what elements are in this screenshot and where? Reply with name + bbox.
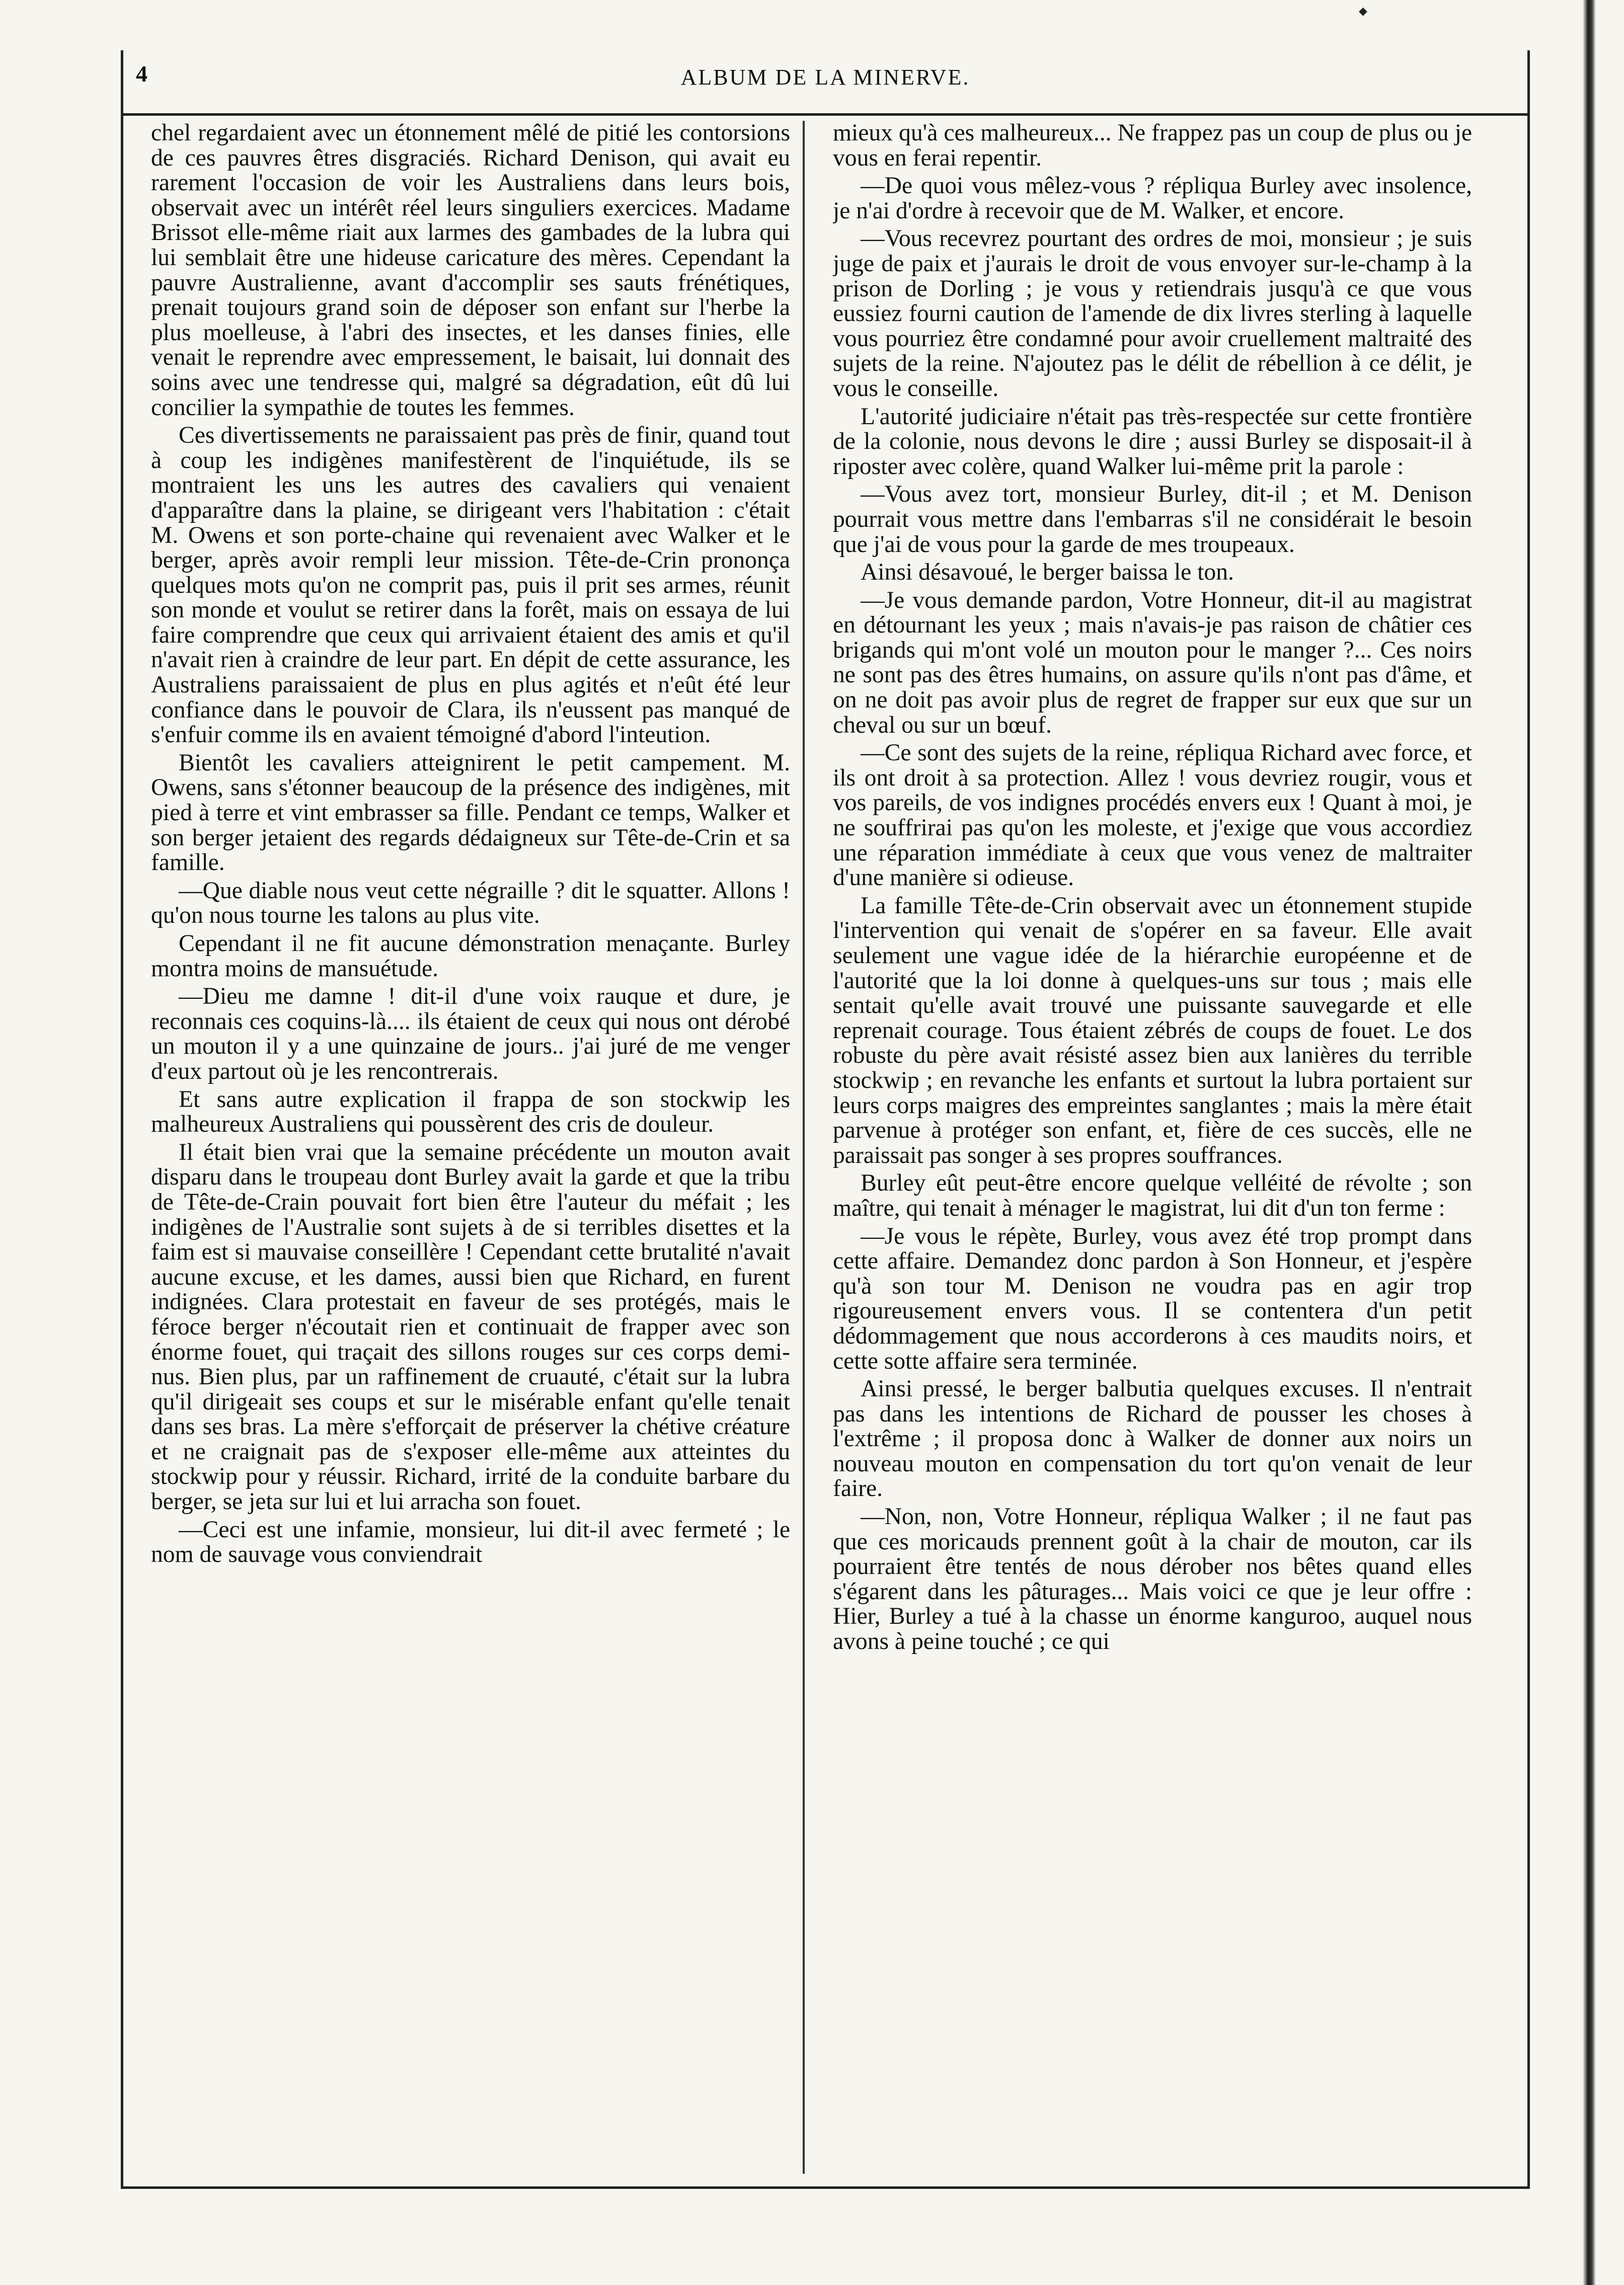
paragraph: —Ceci est une infamie, monsieur, lui dit-il avec fermeté ; le nom de sauvage vous conviendrait bbox=[151, 1516, 790, 1568]
paragraph: La famille Tête-de-Crin observait avec un étonnement stupide l'intervention qui venait de s'opérer en sa faveur. Elle avait seulement une vague idée de la hiérarchie européenne et de l'autorité que la loi donne à quelques-uns sur tous ; mais elle sentait qu'elle avait trouvé une puissante sauvegarde et elle reprenait courage. Tous étaient zébrés de coups de fouet. Le dos robuste du père avait résisté assez bien aux lanières du terrible stockwip ; en revanche les enfants et surtout la lubra portaient sur leurs corps maigres des empreintes sanglantes ; mais la mère était parvenue à protéger son enfant, et, fière de ces succès, elle ne paraissait pas songer à ses propres souffrances. bbox=[833, 892, 1472, 1168]
paragraph: Ces divertissements ne paraissaient pas près de finir, quand tout à coup les indigènes manifestèrent de l'inquiétude, ils se montraient les uns les autres des cavaliers qui venaient d'apparaître dans la plaine, se dirigeant vers l'habitation : c'était M. Owens et son porte-chaine qui revenaient avec Walker et le berger, après avoir rempli leur mission. Tête-de-Crin prononça quelques mots qu'on ne comprit pas, puis il prit ses armes, réunit son monde et voulut se retirer dans la forêt, mais on essaya de lui faire comprendre que ceux qui arrivaient étaient des amis et qu'il n'avait rien à craindre de leur part. En dépit de cette assurance, les Australiens paraissaient de plus en plus agités et n'eût été leur confiance dans le pouvoir de Clara, ils n'eussent pas manqué de s'enfuir comme ils en avaient témoigné d'abord l'inteution. bbox=[151, 422, 790, 748]
paragraph: —Je vous le répète, Burley, vous avez été trop prompt dans cette affaire. Demandez donc pardon à Son Honneur, et j'espère qu'à son tour M. Denison ne voudra pas en agir trop rigoureusement envers vous. Il se contentera d'un petit dédommagement que nous accorderons à ces maudits noirs, et cette sotte affaire sera terminée. bbox=[833, 1223, 1472, 1374]
left-column bbox=[151, 121, 790, 2154]
page-binding-shadow bbox=[1583, 0, 1596, 2285]
paragraph: —Je vous demande pardon, Votre Honneur, dit-il au magistrat en détournant les yeux ; mais n'avais-je pas raison de châtier ces brigands qui m'ont volé un mouton pour le manger ?... Ces noirs ne sont pas des êtres humains, on assure qu'ils n'ont pas d'âme, et on ne doit pas avoir plus de regret de frapper sur eux que sur un cheval ou sur un bœuf. bbox=[833, 587, 1472, 738]
paragraph: mieux qu'à ces malheureux... Ne frappez pas un coup de plus ou je vous en ferai repentir. bbox=[833, 121, 1472, 171]
running-title: ALBUM DE LA MINERVE. bbox=[680, 65, 970, 90]
right-column bbox=[833, 121, 1472, 2154]
paragraph: Il était bien vrai que la semaine précédente un mouton avait disparu dans le troupeau dont Burley avait la garde et que la tribu de Tête-de-Crain pouvait fort bien être l'auteur du méfait ; les indigènes de l'Australie sont sujets à de si terribles disettes et la faim est si mauvaise conseillère ! Cependant cette brutalité n'avait aucune excuse, et les dames, aussi bien que Richard, en furent indignées. Clara protestait en faveur de ses protégés, mais le féroce berger n'écoutait rien et continuait de frapper avec son énorme fouet, qui traçait des sillons rouges sur ces corps demi-nus. Bien plus, par un raffinement de cruauté, c'était sur la lubra qu'il dirigeait ses coups et sur le misérable enfant qu'elle tenait dans ses bras. La mère s'efforçait de préserver la chétive créature et ne craignait pas de s'exposer elle-même aux atteintes du stockwip pour y réussir. Richard, irrité de la conduite barbare du berger, se jeta sur lui et lui arracha son fouet. bbox=[151, 1139, 790, 1515]
column-divider bbox=[803, 121, 805, 2174]
paragraph: —De quoi vous mêlez-vous ? répliqua Burley avec insolence, je n'ai d'ordre à recevoir que de M. Walker, et encore. bbox=[833, 173, 1472, 224]
paragraph: Ainsi pressé, le berger balbutia quelques excuses. Il n'entrait pas dans les intentions de Richard de pousser les choses à l'extrême ; il proposa donc à Walker de donner aux noirs un nouveau mouton en compensation du tort qu'on venait de leur faire. bbox=[833, 1376, 1472, 1502]
paragraph: Bientôt les cavaliers atteignirent le petit campement. M. Owens, sans s'étonner beaucoup de la présence des indigènes, mit pied à terre et vint embrasser sa fille. Pendant ce temps, Walker et son berger jetaient des regards dédaigneux sur Tête-de-Crin et sa famille. bbox=[151, 749, 790, 876]
paragraph: chel regardaient avec un étonnement mêlé de pitié les contorsions de ces pauvres êtres disgraciés. Richard Denison, qui avait eu rarement l'occasion de voir les Australiens dans leurs bois, observait avec un intérêt réel leurs singuliers exercices. Madame Brissot elle-même riait aux larmes des gambades de la lubra qui lui semblait être une hideuse caricature des mères. Cependant la pauvre Australienne, avant d'accomplir ses sauts frénétiques, prenait toujours grand soin de déposer son enfant sur l'herbe la plus moelleuse, à l'abri des insectes, et les danses finies, elle venait le reprendre avec empressement, le baisait, lui donnait des soins avec une tendresse qui, malgré sa dégradation, eût dû lui concilier la sympathie de toutes les femmes. bbox=[151, 121, 790, 421]
paragraph: Cependant il ne fit aucune démonstration menaçante. Burley montra moins de mansuétude. bbox=[151, 930, 790, 982]
page-number: 4 bbox=[136, 61, 147, 87]
paragraph: Burley eût peut-être encore quelque velléité de révolte ; son maître, qui tenait à ménager le magistrat, lui dit d'un ton ferme : bbox=[833, 1170, 1472, 1221]
paragraph: —Dieu me damne ! dit-il d'une voix rauque et dure, je reconnais ces coquins-là.... ils étaient de ceux qui nous ont dérobé un mouton il y a une quinzaine de jours.. j'ai juré de me venger d'eux partout où je les rencontrerais. bbox=[151, 983, 790, 1084]
paragraph: —Vous avez tort, monsieur Burley, dit-il ; et M. Denison pourrait vous mettre dans l'embarras s'il ne considérait le besoin que j'ai de vous pour la garde de mes troupeaux. bbox=[833, 481, 1472, 558]
paragraph: —Que diable nous veut cette négraille ? dit le squatter. Allons ! qu'on nous tourne les talons au plus vite. bbox=[151, 877, 790, 929]
paragraph: —Ce sont des sujets de la reine, répliqua Richard avec force, et ils ont droit à sa protection. Allez ! vous devriez rougir, vous et vos pareils, de vos indignes procédés envers eux ! Quant à moi, je ne souffrirai pas qu'on les moleste, et j'exige que vous accordiez une réparation immédiate à ceux que vous venez de maltraiter d'une manière si odieuse. bbox=[833, 740, 1472, 891]
paragraph: L'autorité judiciaire n'était pas très-respectée sur cette frontière de la colonie, nous devons le dire ; aussi Burley se disposait-il à riposter avec colère, quand Walker lui-même prit la parole : bbox=[833, 403, 1472, 480]
print-marker: ◆ bbox=[1359, 5, 1367, 18]
paragraph: Et sans autre explication il frappa de son stockwip les malheureux Australiens qui poussèrent des cris de douleur. bbox=[151, 1086, 790, 1138]
paragraph: —Vous recevrez pourtant des ordres de moi, monsieur ; je suis juge de paix et j'aurais le droit de vous envoyer sur-le-champ à la prison de Dorling ; je vous y retiendrais jusqu'à ce que vous eussiez fourni caution de l'amende de dix livres sterling à laquelle vous pourriez être condamné pour avoir cruellement maltraité des sujets de la reine. N'ajoutez pas le délit de rébellion à ce délit, je vous le conseille. bbox=[833, 225, 1472, 402]
paragraph: —Non, non, Votre Honneur, répliqua Walker ; il ne faut pas que ces moricauds prennent goût à la chair de mouton, car ils pourraient être tentés de nous dérober nos bêtes quand elles s'égarent dans les pâturages... Mais voici ce que je leur offre : Hier, Burley a tué à la chasse un énorme kanguroo, auquel nous avons à peine touché ; ce qui bbox=[833, 1504, 1472, 1655]
paragraph: Ainsi désavoué, le berger baissa le ton. bbox=[861, 559, 1234, 586]
